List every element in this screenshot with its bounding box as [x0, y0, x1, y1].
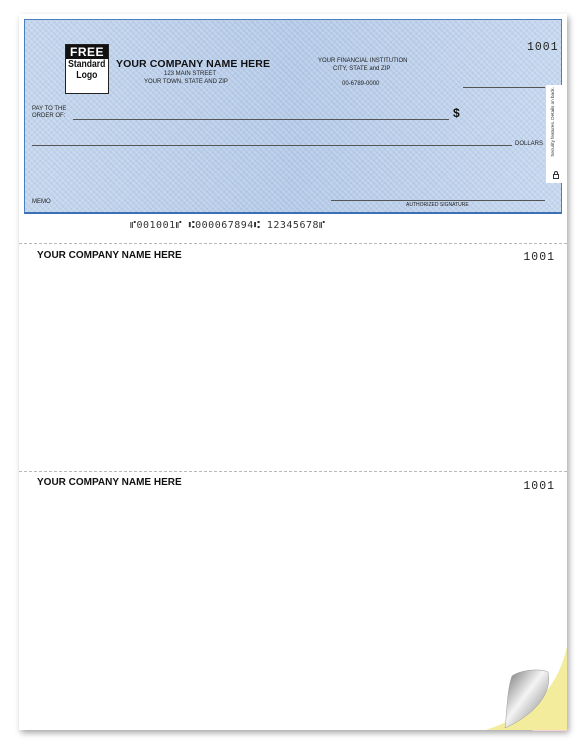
pay-to-label-1: PAY TO THE: [32, 106, 67, 112]
memo-label: MEMO: [32, 199, 51, 205]
amount-words-line[interactable]: [32, 145, 512, 146]
perforation-2: [19, 471, 567, 472]
logo-line-2: Logo: [76, 69, 98, 81]
routing-fraction: 00-6789-0000: [342, 81, 380, 87]
company-logo: [65, 44, 109, 94]
stub-2-check-number: 1001: [523, 480, 555, 493]
logo-line-1: Standard: [68, 58, 106, 70]
company-street: 123 MAIN STREET: [164, 71, 217, 77]
micr-line: ⑈001001⑈ ⑆000067894⑆ 12345678⑈: [130, 220, 326, 231]
company-name: YOUR COMPANY NAME HERE: [116, 58, 271, 70]
check-form-sheet: [19, 14, 567, 730]
date-line[interactable]: [463, 87, 545, 88]
logo-free-text: FREE: [66, 45, 108, 59]
bank-city: CITY, STATE and ZIP: [333, 66, 391, 72]
check-number: 1001: [527, 41, 559, 54]
stub-1-company-name: YOUR COMPANY NAME HERE: [37, 250, 182, 261]
signature-line[interactable]: [331, 200, 545, 201]
stub-2-company-name: YOUR COMPANY NAME HERE: [37, 477, 182, 488]
company-city: YOUR TOWN, STATE AND ZIP: [144, 79, 228, 85]
padlock-icon: [553, 174, 559, 179]
signature-label: AUTHORIZED SIGNATURE: [406, 202, 469, 208]
stub-1-check-number: 1001: [523, 251, 555, 264]
dollars-label: DOLLARS: [515, 141, 544, 147]
payee-line[interactable]: [73, 119, 449, 120]
check-face: [24, 19, 562, 214]
dollar-sign: $: [453, 106, 460, 120]
perforation-1: [19, 243, 567, 244]
bank-name: YOUR FINANCIAL INSTITUTION: [318, 58, 408, 64]
security-strip: [546, 85, 562, 183]
security-note: Security features. Details on back.: [550, 87, 555, 157]
pay-to-label-2: ORDER OF:: [32, 113, 66, 119]
